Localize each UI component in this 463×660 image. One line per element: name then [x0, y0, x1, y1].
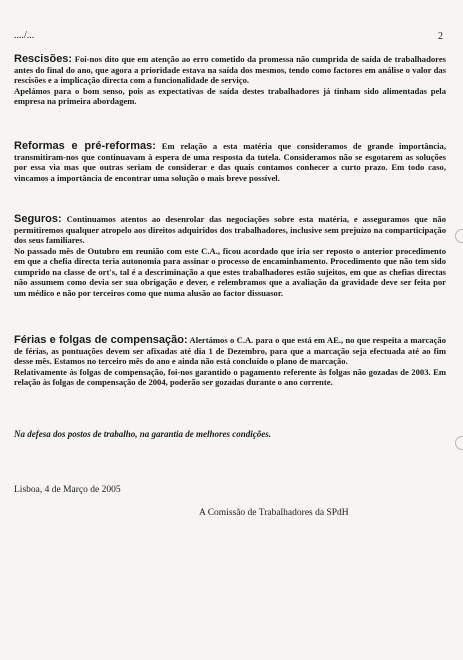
section-paragraph: Continuamos atentos ao desenrolar das negociações sobre esta matéria, e asseguramos que não permitiremos qualquer atropelo aos direitos adquiridos dos trabalhadores, inclusive sem prejuízo na comparticipação dos seus familiares. [14, 214, 446, 245]
section-heading: Rescisões: [14, 53, 73, 65]
section-heading: Reformas e pré-reformas: [14, 140, 156, 152]
closing-motto: Na defesa dos postos de trabalho, na garantia de melhores condições. [14, 429, 272, 439]
section-heading: Férias e folgas de compensação: [14, 334, 188, 346]
continuation-mark: ..../... [14, 30, 35, 41]
signature-line: A Comissão de Trabalhadores da SPdH [199, 508, 349, 518]
section-paragraph: Apelámos para o bom senso, pois as expectativas de saída destes trabalhadores já tinham sido alimentadas pela empresa na primeira abordagem. [14, 85, 446, 106]
section-rescisoes [14, 54, 446, 107]
section-paragraph: Alertámos o C.A. para o que está em AE., no que respeita a marcação de férias, as pontuações devem ser afixadas até dia 1 de Dezembro, para que a marcação seja efectuada até ao fim desse mês. Estamos no terceiro mês do ano e ainda não está concluído o plano de marcação. [14, 335, 446, 366]
section-seguros [14, 214, 446, 298]
section-paragraph: Foi-nos dito que em atenção ao erro cometido da promessa não cumprida de saída de trabalhadores antes do final do ano, que agora a prioridade estava na saída dos mesmos, tendo como factores em análise o valor das rescisões e a implicação directa com a funcionalidade de serviço. [14, 54, 446, 85]
section-heading: Seguros: [14, 213, 62, 225]
page-number: 2 [438, 31, 443, 42]
section-paragraph: Relativamente às folgas de compensação, foi-nos garantido o pagamento referente às folgas não gozadas de 2003. Em relação às folgas de compensação de 2004, poderão ser gozadas durante o ano corrente. [14, 366, 446, 387]
section-paragraph: Em relação a esta matéria que consideramos de grande importância, transmitiram-nos que continuavam à espera de uma resposta da tutela. Consideramos não se esgotarem as soluções por essa via mas que outras seriam de considerar e das quais contamos conhecer a curto prazo. Em todo caso, vincamos a importância de encontrar uma solução o mais breve possível. [14, 141, 447, 183]
place-and-date: Lisboa, 4 de Março de 2005 [14, 485, 121, 495]
punch-hole [455, 436, 463, 450]
section-paragraph: No passado mês de Outubro em reunião com este C.A., ficou acordado que iria ser reposto o anterior procedimento em que a chefia directa teria autonomia para assinar o processo de encaminhamento. Procedimento que não tem sido cumprido na classe de ort's, tal é a descriminação a que estes trabalhadores estão sujeitos, em que as chefias directas não assumem como devia ser sua obrigação e dever, e relembramos que a avaliação da gravidade deve ser feita por um médico e não por terceiros como que numa alusão ao factor dissuasor. [14, 245, 446, 298]
section-ferias [14, 335, 446, 388]
section-reformas [14, 141, 446, 183]
punch-hole [455, 229, 463, 243]
